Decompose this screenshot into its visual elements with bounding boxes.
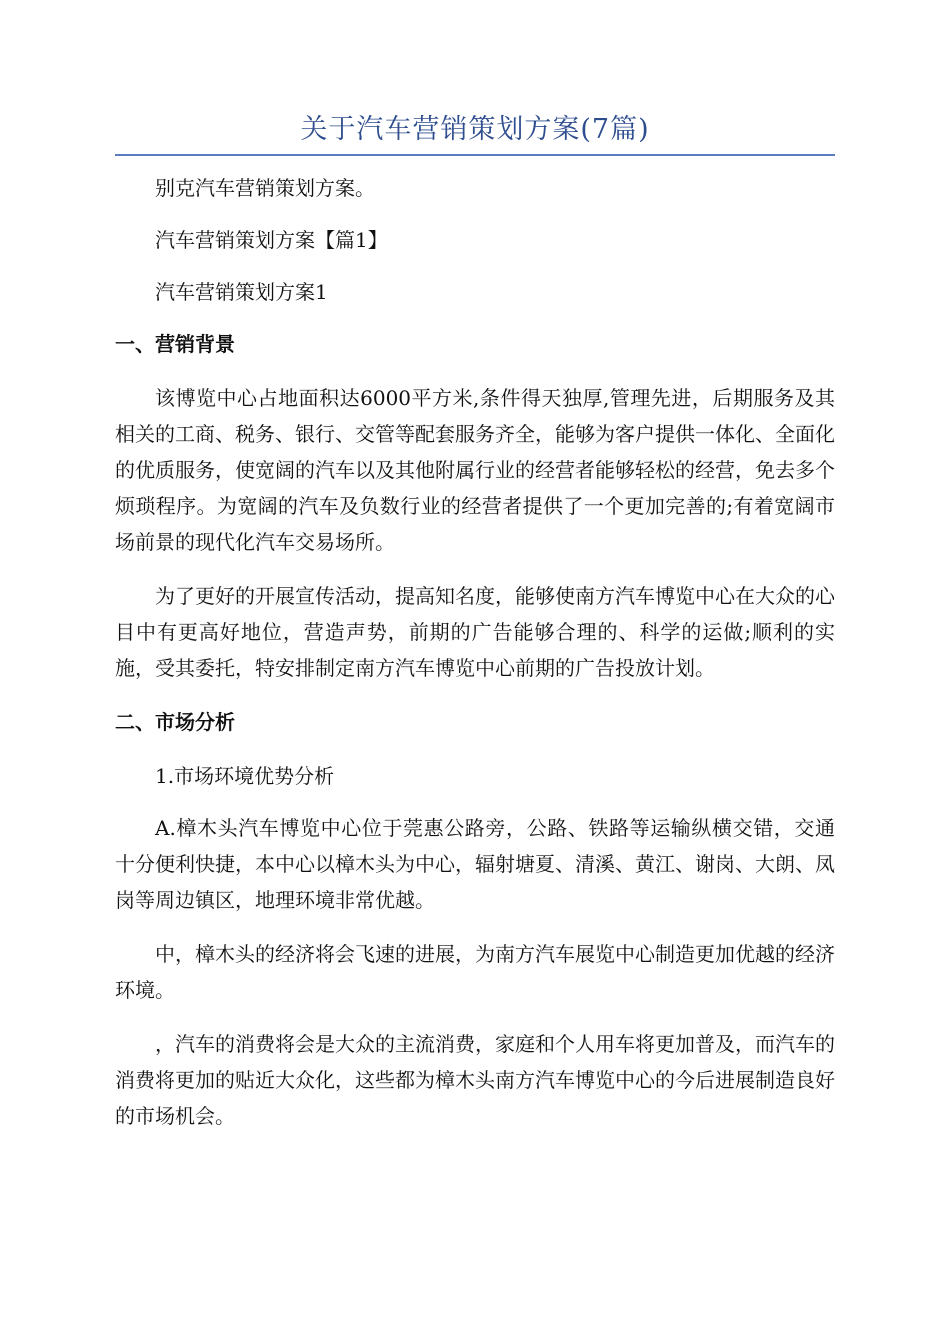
paragraph: ，汽车的消费将会是大众的主流消费，家庭和个人用车将更加普及，而汽车的消费将更加的贴近大众化，这些都为樟木头南方汽车博览中心的今后进展制造良好的市场机会。 — [115, 1032, 835, 1128]
document-body — [115, 170, 835, 1152]
section-heading: 二、市场分析 — [115, 710, 235, 734]
paragraph: A.樟木头汽车博览中心位于莞惠公路旁，公路、铁路等运输纵横交错，交通十分便利快捷，本中心以樟木头为中心，辐射塘夏、清溪、黄江、谢岗、大朗、凤岗等周边镇区，地理环境非常优越。 — [115, 816, 835, 912]
document-title: 关于汽车营销策划方案(7篇) — [300, 114, 650, 145]
title-underline — [115, 154, 835, 156]
paragraph: 该博览中心占地面积达6000平方米,条件得天独厚,管理先进，后期服务及其相关的工商、税务、银行、交管等配套服务齐全，能够为客户提供一体化、全面化的优质服务，使宽阔的汽车以及其他附属行业的经营者能够轻松的经营，免去多个烦琐程序。为宽阔的汽车及负数行业的经营者提供了一个更加完善的;有着宽阔市场前景的现代化汽车交易场所。 — [115, 386, 835, 554]
paragraph: 别克汽车营销策划方案。 — [155, 176, 375, 200]
paragraph: 汽车营销策划方案【篇1】 — [155, 228, 388, 252]
paragraph: 1.市场环境优势分析 — [155, 764, 335, 788]
paragraph: 汽车营销策划方案1 — [155, 280, 328, 304]
paragraph: 为了更好的开展宣传活动，提高知名度，能够使南方汽车博览中心在大众的心目中有更高好地位，营造声势，前期的广告能够合理的、科学的运做;顺利的实施，受其委托，特安排制定南方汽车博览中心前期的广告投放计划。 — [115, 584, 835, 680]
section-heading: 一、营销背景 — [115, 332, 235, 356]
paragraph: 中，樟木头的经济将会飞速的进展，为南方汽车展览中心制造更加优越的经济环境。 — [115, 942, 835, 1002]
